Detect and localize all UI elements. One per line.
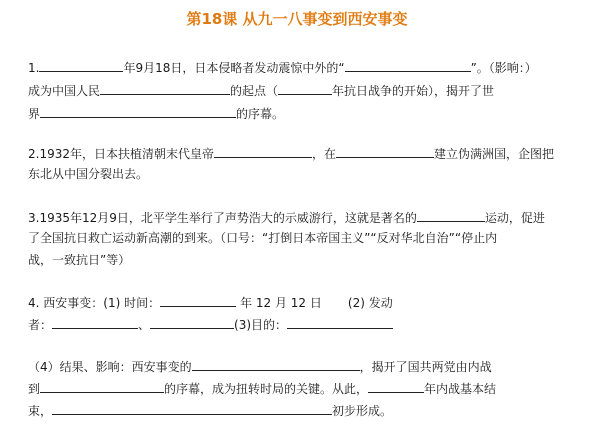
q2-text-1: 2.1932年，日本扶植清朝末代皇帝	[28, 147, 214, 161]
q1-blank-starting-point[interactable]	[100, 81, 230, 95]
q1-text-6: 界	[28, 107, 41, 121]
q1-blank-prelude[interactable]	[40, 104, 236, 118]
q1-text-1: 年9月18日，日本侵略者发动震惊中外的“	[123, 61, 345, 75]
q4-line-4	[28, 379, 496, 397]
q2-text-3: 建立伪满洲国，企图把	[434, 147, 555, 161]
q1-line-2	[28, 81, 494, 99]
lesson-title: 第18课 从九一八事变到西安事变	[186, 10, 408, 28]
q1-text-7: 的序幕。	[236, 107, 285, 121]
q4-text-11: 年内战基本结	[424, 382, 497, 396]
q4-text-9: 到	[28, 382, 41, 396]
q3-line-2: 了全国抗日救亡运动新高潮的到来。（口号：“打倒日本帝国主义”“反对华北自治”“停止内	[28, 231, 498, 245]
q1-text-4: 的起点（	[230, 84, 279, 98]
q4-text-1: 4. 西安事变：(1) 时间：	[28, 296, 161, 310]
q4-text-6: (3)目的：	[234, 318, 288, 332]
q4-blank-year[interactable]	[160, 293, 236, 307]
q1-text-3: 成为中国人民	[28, 84, 101, 98]
q1-text-2: ”。（影响：）	[470, 61, 537, 75]
q4-line-3	[28, 357, 492, 375]
q4-text-2: 年 12 月 12 日	[240, 296, 322, 310]
q3-text-2: 运动，促进	[484, 211, 545, 225]
q1-line-1	[28, 58, 537, 76]
q4-blank-civil-war-years[interactable]	[368, 379, 424, 393]
q4-blank-leader-1[interactable]	[52, 315, 138, 329]
q3-text-1: 3.1935年12月9日，北平学生举行了声势浩大的示威游行，这就是著名的	[28, 211, 417, 225]
q1-blank-event[interactable]	[345, 58, 471, 72]
q4-text-4: 者：	[28, 318, 53, 332]
q3-line-3: 战，一致抗日”等）	[28, 253, 131, 267]
q3-blank-movement[interactable]	[417, 208, 485, 222]
q1-line-3	[28, 104, 284, 122]
q4-text-3: (2) 发动	[347, 296, 393, 310]
q2-line-2: 东北从中国分裂出去。	[28, 167, 149, 181]
q4-line-1	[28, 293, 393, 311]
q4-text-13: 初步形成。	[332, 404, 393, 418]
q4-blank-leader-2[interactable]	[150, 315, 234, 329]
q4-text-8: ，揭开了国共两党由内战	[359, 360, 492, 374]
q4-text-10: 的序幕，成为扭转时局的关键。从此，	[164, 382, 369, 396]
q4-line-2	[28, 315, 393, 333]
q4-line-5	[28, 401, 392, 419]
q4-blank-cooperation[interactable]	[40, 379, 164, 393]
q4-text-5: 、	[138, 318, 151, 332]
q4-text-12: 束，	[28, 404, 53, 418]
q2-blank-place[interactable]	[336, 144, 434, 158]
q4-blank-resolution[interactable]	[192, 357, 360, 371]
q1-blank-year[interactable]	[39, 58, 123, 72]
q2-text-2: ，在	[312, 147, 337, 161]
q2-blank-emperor[interactable]	[214, 144, 312, 158]
q4-blank-united-front[interactable]	[52, 401, 332, 415]
q2-line-1	[28, 144, 554, 162]
q1-blank-years[interactable]	[278, 81, 332, 95]
q3-line-1	[28, 208, 545, 226]
q1-text-5: 年抗日战争的开始），揭开了世	[332, 84, 495, 98]
q1-number: 1.	[28, 61, 40, 75]
q4-text-7: （4）结果、影响：西安事变的	[28, 360, 192, 374]
q4-blank-purpose[interactable]	[287, 315, 393, 329]
